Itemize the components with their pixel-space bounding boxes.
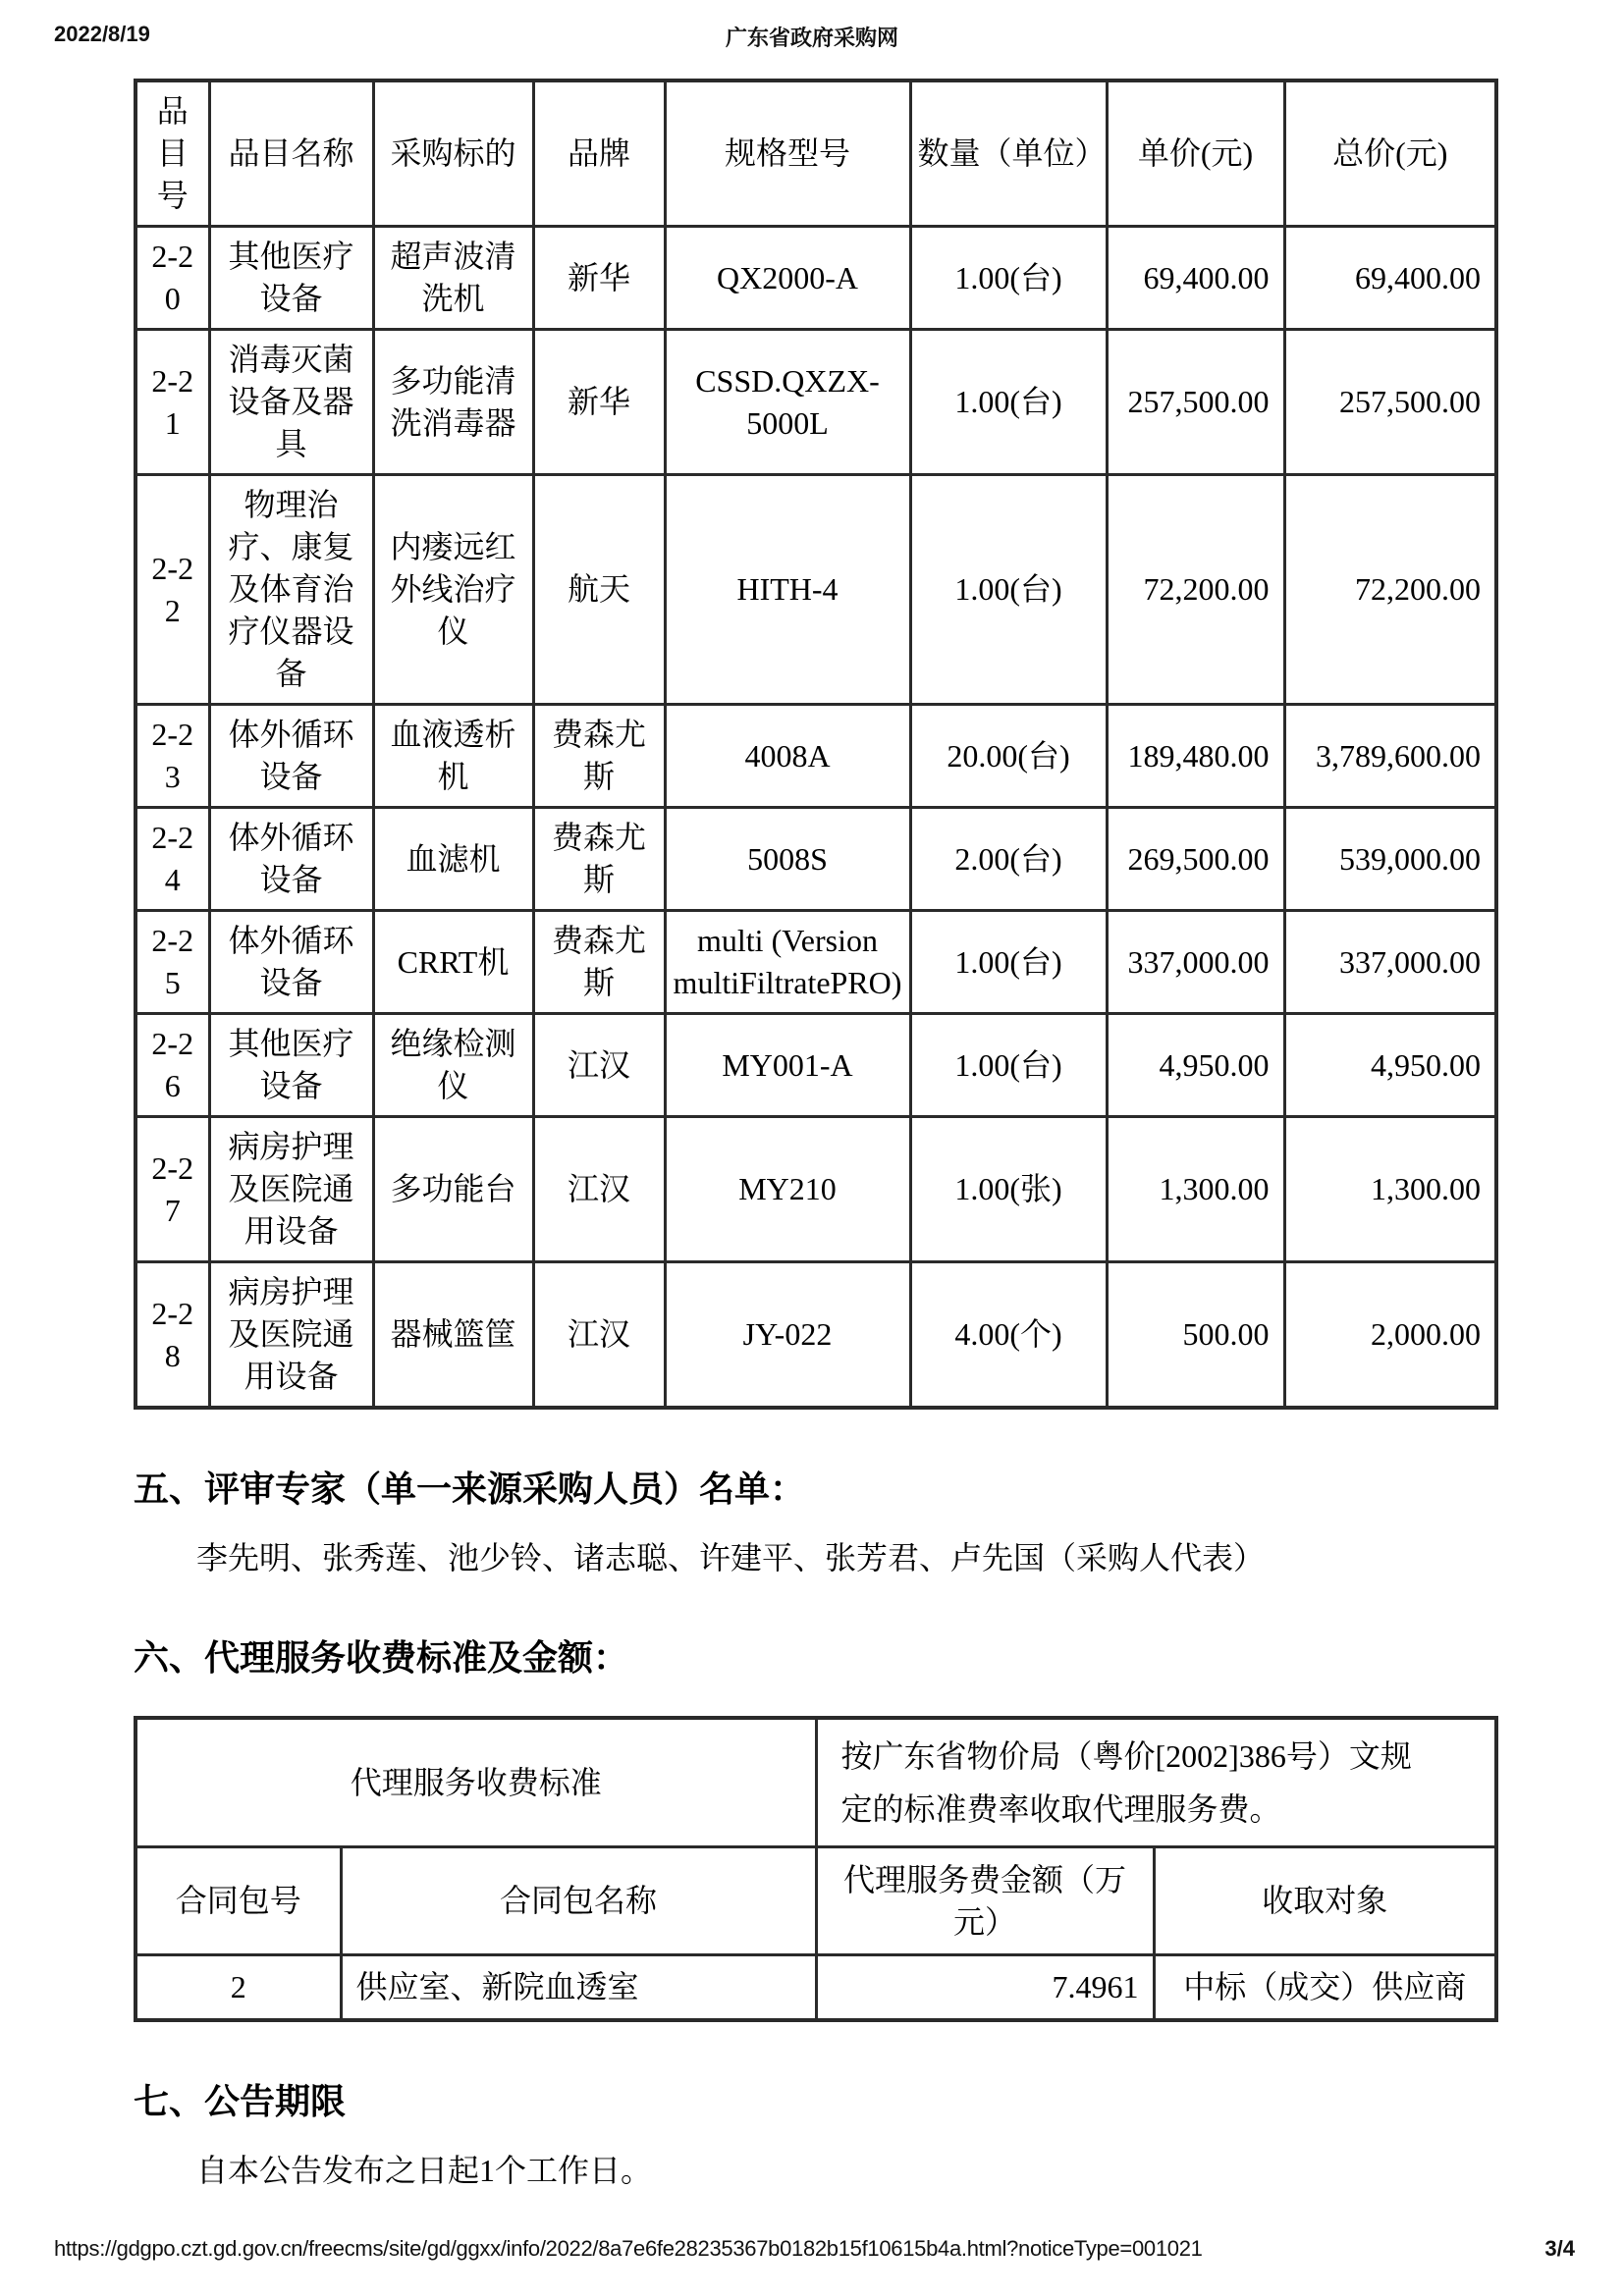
cell-brand: 新华 <box>533 227 665 330</box>
cell-subject: 多功能台 <box>373 1117 533 1262</box>
col-header-quantity: 数量（单位） <box>910 80 1107 227</box>
cell-subject: 多功能清洗消毒器 <box>373 330 533 475</box>
cell-unit-price: 189,480.00 <box>1107 705 1284 808</box>
cell-quantity: 1.00(台) <box>910 330 1107 475</box>
cell-subject: 超声波清洗机 <box>373 227 533 330</box>
cell-model: multi (Version multiFiltratePRO) <box>665 911 910 1014</box>
cell-item-no: 2-26 <box>135 1014 209 1117</box>
cell-item-name: 体外循环设备 <box>209 911 373 1014</box>
table-row <box>135 1117 1496 1262</box>
cell-model: 5008S <box>665 808 910 911</box>
cell-total-price: 337,000.00 <box>1284 911 1496 1014</box>
col-header-fee-payer: 收取对象 <box>1154 1847 1496 1955</box>
cell-item-no: 2-28 <box>135 1262 209 1409</box>
cell-item-no: 2-23 <box>135 705 209 808</box>
cell-total-price: 2,000.00 <box>1284 1262 1496 1409</box>
cell-item-no: 2-24 <box>135 808 209 911</box>
table-row <box>135 227 1496 330</box>
cell-subject: 绝缘检测仪 <box>373 1014 533 1117</box>
section-title-experts: 五、评审专家（单一来源采购人员）名单： <box>134 1469 806 1509</box>
cell-fee-amount: 7.4961 <box>816 1955 1154 2021</box>
cell-brand: 费森尤斯 <box>533 705 665 808</box>
cell-quantity: 1.00(台) <box>910 1014 1107 1117</box>
table-row <box>135 705 1496 808</box>
cell-subject: CRRT机 <box>373 911 533 1014</box>
cell-model: MY210 <box>665 1117 910 1262</box>
cell-quantity: 4.00(个) <box>910 1262 1107 1409</box>
cell-model: MY001-A <box>665 1014 910 1117</box>
print-footer <box>54 2236 1575 2262</box>
table-row <box>135 808 1496 911</box>
cell-package-no: 2 <box>135 1955 341 2021</box>
cell-quantity: 1.00(台) <box>910 911 1107 1014</box>
cell-item-no: 2-21 <box>135 330 209 475</box>
cell-total-price: 1,300.00 <box>1284 1117 1496 1262</box>
cell-subject: 血滤机 <box>373 808 533 911</box>
cell-brand: 航天 <box>533 475 665 705</box>
cell-quantity: 1.00(台) <box>910 227 1107 330</box>
col-header-item-no: 品目号 <box>135 80 209 227</box>
fee-table-header-row <box>135 1847 1496 1955</box>
cell-total-price: 72,200.00 <box>1284 475 1496 705</box>
cell-quantity: 2.00(台) <box>910 808 1107 911</box>
cell-unit-price: 257,500.00 <box>1107 330 1284 475</box>
items-table <box>134 79 1498 1410</box>
cell-unit-price: 4,950.00 <box>1107 1014 1284 1117</box>
cell-model: JY-022 <box>665 1262 910 1409</box>
cell-item-no: 2-22 <box>135 475 209 705</box>
fee-table <box>134 1716 1498 2022</box>
cell-total-price: 539,000.00 <box>1284 808 1496 911</box>
cell-item-name: 病房护理及医院通用设备 <box>209 1262 373 1409</box>
cell-total-price: 69,400.00 <box>1284 227 1496 330</box>
section-title-period: 七、公告期限 <box>134 2082 347 2121</box>
fee-standard-row <box>135 1718 1496 1847</box>
cell-model: 4008A <box>665 705 910 808</box>
col-header-fee-amount: 代理服务费金额（万元） <box>816 1847 1154 1955</box>
col-header-unit-price: 单价(元) <box>1107 80 1284 227</box>
table-row <box>135 1262 1496 1409</box>
cell-model: CSSD.QXZX-5000L <box>665 330 910 475</box>
cell-item-no: 2-20 <box>135 227 209 330</box>
cell-item-name: 体外循环设备 <box>209 705 373 808</box>
period-body: 自本公告发布之日起1个工作日。 <box>196 2153 653 2188</box>
fee-standard-label: 代理服务收费标准 <box>135 1718 816 1847</box>
section-title-fee: 六、代理服务收费标准及金额： <box>134 1638 629 1678</box>
cell-subject: 血液透析机 <box>373 705 533 808</box>
cell-item-no: 2-27 <box>135 1117 209 1262</box>
cell-unit-price: 269,500.00 <box>1107 808 1284 911</box>
cell-unit-price: 1,300.00 <box>1107 1117 1284 1262</box>
cell-model: HITH-4 <box>665 475 910 705</box>
table-row <box>135 475 1496 705</box>
cell-brand: 新华 <box>533 330 665 475</box>
cell-item-name: 其他医疗设备 <box>209 227 373 330</box>
col-header-package-no: 合同包号 <box>135 1847 341 1955</box>
cell-item-name: 物理治疗、康复及体育治疗仪器设备 <box>209 475 373 705</box>
cell-total-price: 3,789,600.00 <box>1284 705 1496 808</box>
site-title: 广东省政府采购网 <box>725 26 898 50</box>
document-content <box>134 79 1494 2191</box>
cell-brand: 费森尤斯 <box>533 808 665 911</box>
table-row <box>135 911 1496 1014</box>
cell-item-name: 病房护理及医院通用设备 <box>209 1117 373 1262</box>
col-header-item-name: 品目名称 <box>209 80 373 227</box>
cell-total-price: 257,500.00 <box>1284 330 1496 475</box>
cell-unit-price: 337,000.00 <box>1107 911 1284 1014</box>
cell-quantity: 1.00(张) <box>910 1117 1107 1262</box>
cell-item-name: 体外循环设备 <box>209 808 373 911</box>
cell-subject: 内瘘远红外线治疗仪 <box>373 475 533 705</box>
table-row <box>135 1014 1496 1117</box>
cell-model: QX2000-A <box>665 227 910 330</box>
cell-brand: 江汉 <box>533 1262 665 1409</box>
cell-quantity: 1.00(台) <box>910 475 1107 705</box>
cell-unit-price: 69,400.00 <box>1107 227 1284 330</box>
col-header-subject: 采购标的 <box>373 80 533 227</box>
cell-package-name: 供应室、新院血透室 <box>341 1955 816 2021</box>
cell-item-no: 2-25 <box>135 911 209 1014</box>
items-table-header-row <box>135 80 1496 227</box>
col-header-model: 规格型号 <box>665 80 910 227</box>
print-date: 2022/8/19 <box>54 22 150 46</box>
table-row <box>135 330 1496 475</box>
cell-fee-payer: 中标（成交）供应商 <box>1154 1955 1496 2021</box>
cell-brand: 江汉 <box>533 1014 665 1117</box>
fee-table-data-row <box>135 1955 1496 2021</box>
cell-unit-price: 72,200.00 <box>1107 475 1284 705</box>
page-number: 3/4 <box>1544 2236 1575 2261</box>
footer-url: https://gdgpo.czt.gd.gov.cn/freecms/site/gd/ggxx/info/2022/8a7e6fe28235367b0182b15f10615b4a.html?noticeType=001021 <box>54 2236 1203 2261</box>
cell-brand: 费森尤斯 <box>533 911 665 1014</box>
cell-quantity: 20.00(台) <box>910 705 1107 808</box>
col-header-brand: 品牌 <box>533 80 665 227</box>
fee-standard-value: 按广东省物价局（粤价[2002]386号）文规定的标准费率收取代理服务费。 <box>816 1718 1496 1847</box>
col-header-package-name: 合同包名称 <box>341 1847 816 1955</box>
cell-total-price: 4,950.00 <box>1284 1014 1496 1117</box>
cell-subject: 器械篮筐 <box>373 1262 533 1409</box>
experts-names: 李先明、张秀莲、池少铃、诸志聪、许建平、张芳君、卢先国（采购人代表） <box>196 1540 1266 1575</box>
cell-brand: 江汉 <box>533 1117 665 1262</box>
cell-item-name: 消毒灭菌设备及器具 <box>209 330 373 475</box>
cell-unit-price: 500.00 <box>1107 1262 1284 1409</box>
cell-item-name: 其他医疗设备 <box>209 1014 373 1117</box>
col-header-total-price: 总价(元) <box>1284 80 1496 227</box>
